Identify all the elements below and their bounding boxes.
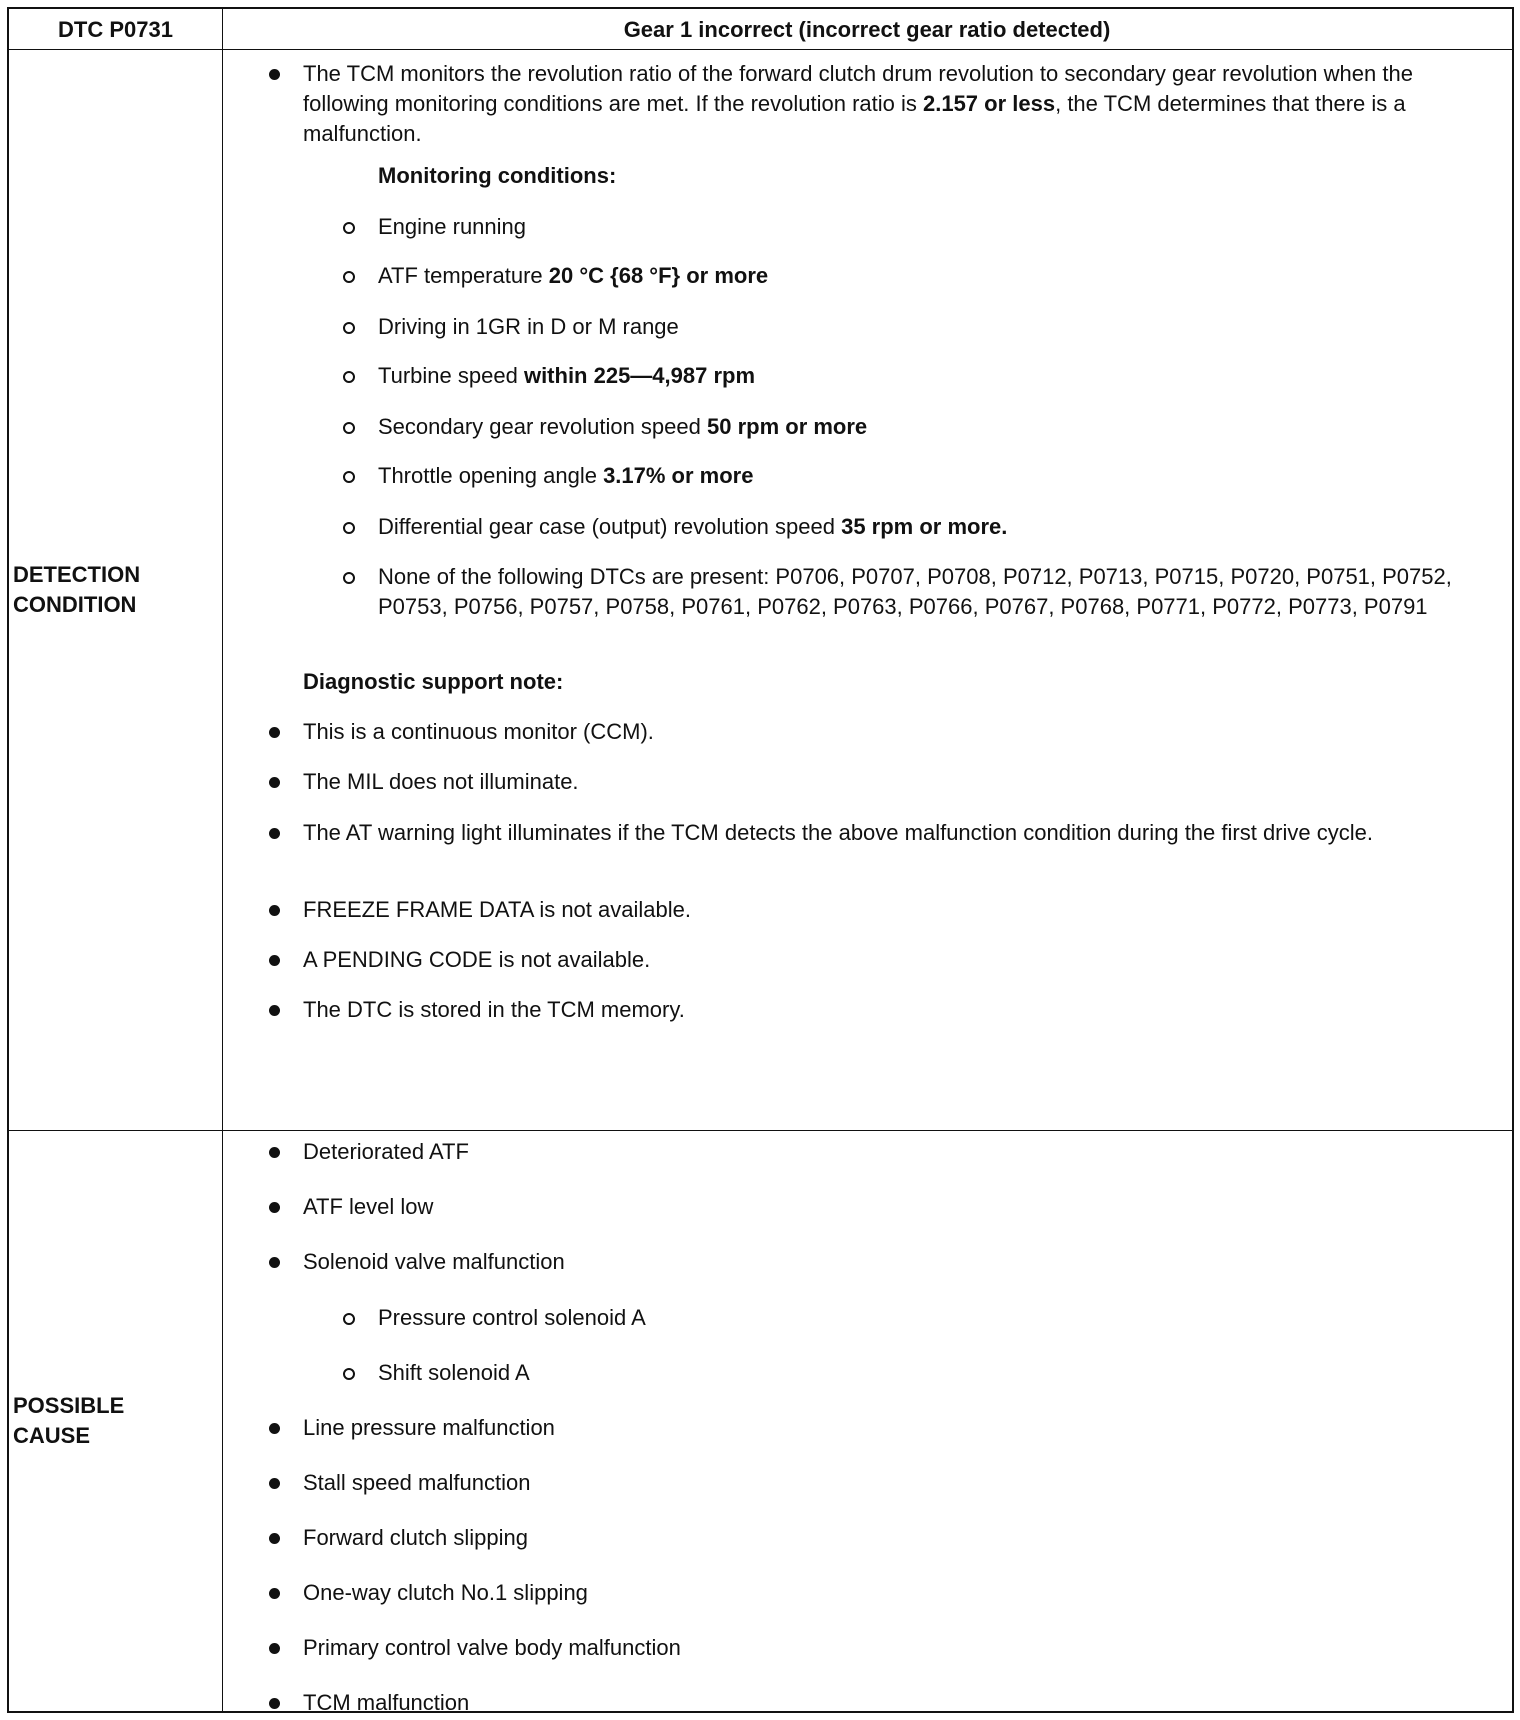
bullet-icon: [269, 777, 280, 788]
circle-bullet-icon: [343, 422, 355, 434]
circle-bullet-icon: [343, 271, 355, 283]
bullet-icon: [269, 1588, 280, 1599]
circle-bullet-icon: [343, 522, 355, 534]
bullet-icon: [269, 1423, 280, 1434]
possible-cause-row: POSSIBLE CAUSE Deteriorated ATF ATF level low Solenoid valve malfunction Pressure control solenoid A Shift solenoid A Line pressure malfunction Stall speed malfunction Forward clutch slipping One-way clutch No.1 slipping Primary control valve body malfunction TCM malfunction: [13, 1139, 681, 1715]
dtc-table: [7, 7, 1514, 1713]
bullet-icon: [269, 1533, 280, 1544]
circle-bullet-icon: [343, 572, 355, 584]
bullet-icon: [269, 1478, 280, 1489]
circle-bullet-icon: [343, 322, 355, 334]
bullet-icon: [269, 1202, 280, 1213]
detection-intro: The TCM monitors the revolution ratio of the forward clutch drum revolution to secondary gear revolution when the following monitoring conditions are met. If the revolution ratio is 2.157 or less, the TCM determines that there is a malfunction.: [303, 61, 1413, 146]
dtc-code-cell: DTC P0731: [58, 17, 173, 42]
detection-condition-row: DETECTION CONDITION The TCM monitors the revolution ratio of the forward clutch drum revolution to secondary gear revolution when the following monitoring conditions are met. If the revolution ratio is 2.157 or less, the TCM determines that there is a malfunction. Monitoring conditions: Engine running ATF temperature 20 °C {68 °F} or more Driving in 1GR in D or M range Turbine speed within 225—4,987 rpm Secondary gear revolution speed 50 rpm or more Throttle opening angle 3.17% or more Differential gear case (output) revolution speed 35 rpm or more. None of the following DTCs are present: P0706, P0707, P0708, P0712, P0713, P0715, P0720, P0751, P0752, P0753, P0756, P0757, P0758, P0761, P0762, P0763, P0766, P0767, P0768, P0771, P0772, P0773, P0791 Diagnostic support note: This is a continuous monitor (CCM). The MIL does not illuminate. The AT warning light illuminates if the TCM detects the above malfunction condition during the first drive cycle. FREEZE FRAME DATA is not available. A PENDING CODE is not available. The DTC is stored in the TCM memory.: [9, 50, 1512, 1131]
circle-bullet-icon: [343, 222, 355, 234]
possible-cause-label: POSSIBLE CAUSE: [13, 1393, 125, 1448]
bullet-icon: [269, 1147, 280, 1158]
bullet-icon: [269, 1643, 280, 1654]
table-header-row: [9, 9, 1512, 50]
circle-bullet-icon: [343, 1368, 355, 1380]
bullet-icon: [269, 1257, 280, 1268]
bullet-icon: [269, 1005, 280, 1016]
circle-bullet-icon: [343, 1313, 355, 1325]
bullet-icon: [269, 69, 280, 80]
dtc-title-cell: Gear 1 incorrect (incorrect gear ratio detected): [623, 17, 1111, 42]
bullet-icon: [269, 1698, 280, 1709]
detection-condition-label: DETECTION CONDITION: [13, 562, 141, 617]
circle-bullet-icon: [343, 471, 355, 483]
bullet-icon: [269, 727, 280, 738]
bullet-icon: [269, 905, 280, 916]
bullet-icon: [269, 828, 280, 839]
bullet-icon: [269, 955, 280, 966]
circle-bullet-icon: [343, 371, 355, 383]
